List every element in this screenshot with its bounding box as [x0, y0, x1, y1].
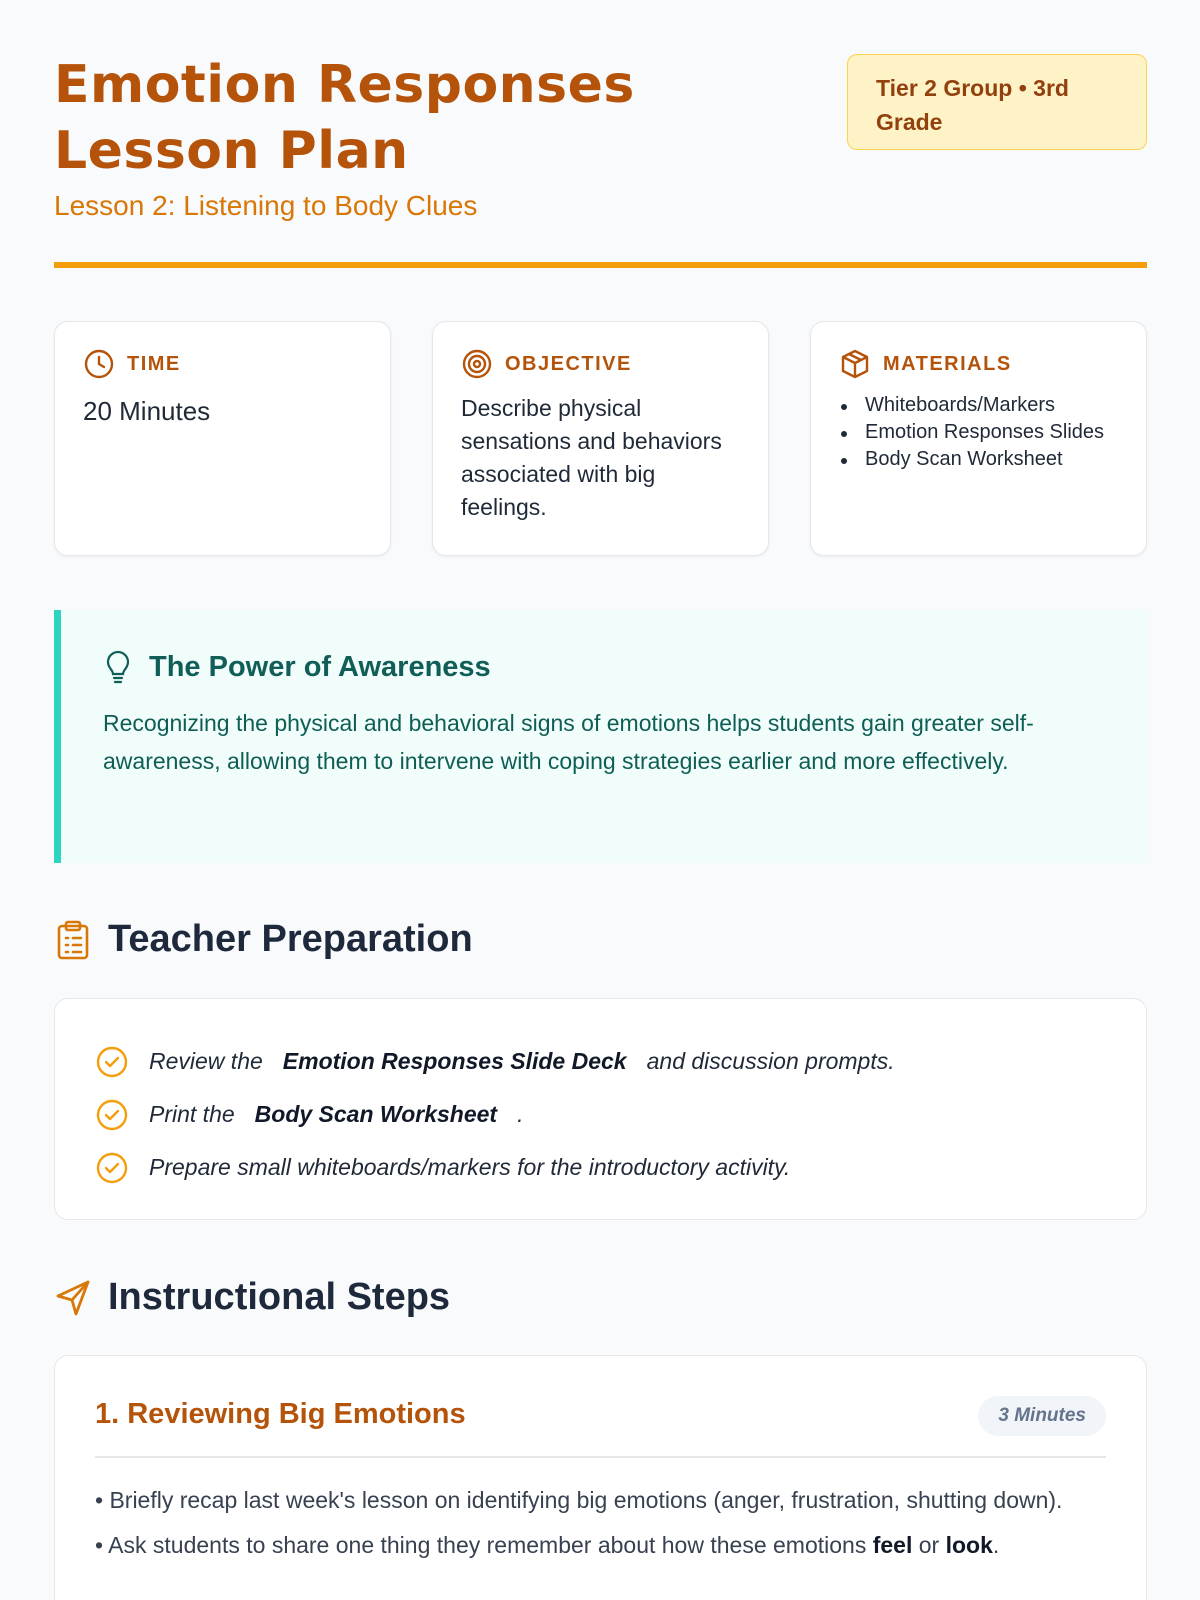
send-icon: [54, 1278, 92, 1318]
step-title: 1. Reviewing Big Emotions: [95, 1398, 466, 1430]
objective-label: OBJECTIVE: [505, 352, 632, 375]
check-circle-icon: [95, 1151, 129, 1185]
section-title: Instructional Steps: [108, 1276, 451, 1318]
list-item: Prepare small whiteboards/markers for the introductory activity.: [95, 1141, 1106, 1194]
list-item: Review the Emotion Responses Slide Deck and discussion prompts.: [95, 1035, 1106, 1088]
section-title: Teacher Preparation: [108, 918, 473, 960]
step-bullet: • Briefly recap last week's lesson on identifying big emotions (anger, frustration, shutting down).: [95, 1487, 1063, 1513]
time-card: [54, 321, 391, 556]
time-label: TIME: [127, 352, 181, 375]
step-bullet: • Ask students to share one thing they remember about how these emotions feel or look.: [95, 1532, 1000, 1558]
objective-card: [432, 321, 769, 556]
materials-card: [810, 321, 1147, 556]
list-item: Print the Body Scan Worksheet .: [95, 1088, 1106, 1141]
clipboard-icon: [54, 920, 92, 960]
tier-badge: Tier 2 Group • 3rd Grade: [847, 54, 1147, 150]
materials-list: [839, 392, 1118, 473]
list-item: Body Scan Worksheet: [839, 446, 1118, 473]
time-value: 20 Minutes: [83, 396, 211, 426]
lesson-plan-page: [54, 0, 1147, 1558]
step-card: [54, 1355, 1147, 1600]
callout-text: Recognizing the physical and behavioral signs of emotions helps students gain greater self-awareness, allowing them to intervene with coping strategies earlier and more effectively.: [103, 710, 1034, 774]
list-item: Whiteboards/Markers: [839, 392, 1118, 419]
teacher-prep-box: [54, 998, 1147, 1220]
page-subtitle: Lesson 2: Listening to Body Clues: [54, 190, 478, 221]
awareness-callout: [54, 610, 1147, 863]
callout-title: The Power of Awareness: [149, 650, 491, 683]
box-icon: [839, 348, 871, 380]
check-circle-icon: [95, 1098, 129, 1132]
teacher-prep-heading: [54, 918, 473, 961]
target-icon: [461, 348, 493, 380]
duration-badge: 3 Minutes: [978, 1396, 1106, 1436]
materials-label: MATERIALS: [883, 352, 1012, 375]
info-cards: [54, 321, 1147, 556]
lightbulb-icon: [103, 650, 133, 684]
list-item: Emotion Responses Slides: [839, 419, 1118, 446]
check-circle-icon: [95, 1045, 129, 1079]
clock-icon: [83, 348, 115, 380]
page-header: [54, 0, 1147, 268]
instructional-steps-heading: [54, 1276, 450, 1319]
objective-text: Describe physical sensations and behaviors associated with big feelings.: [461, 395, 722, 520]
page-title: Emotion Responses Lesson Plan: [54, 55, 635, 181]
